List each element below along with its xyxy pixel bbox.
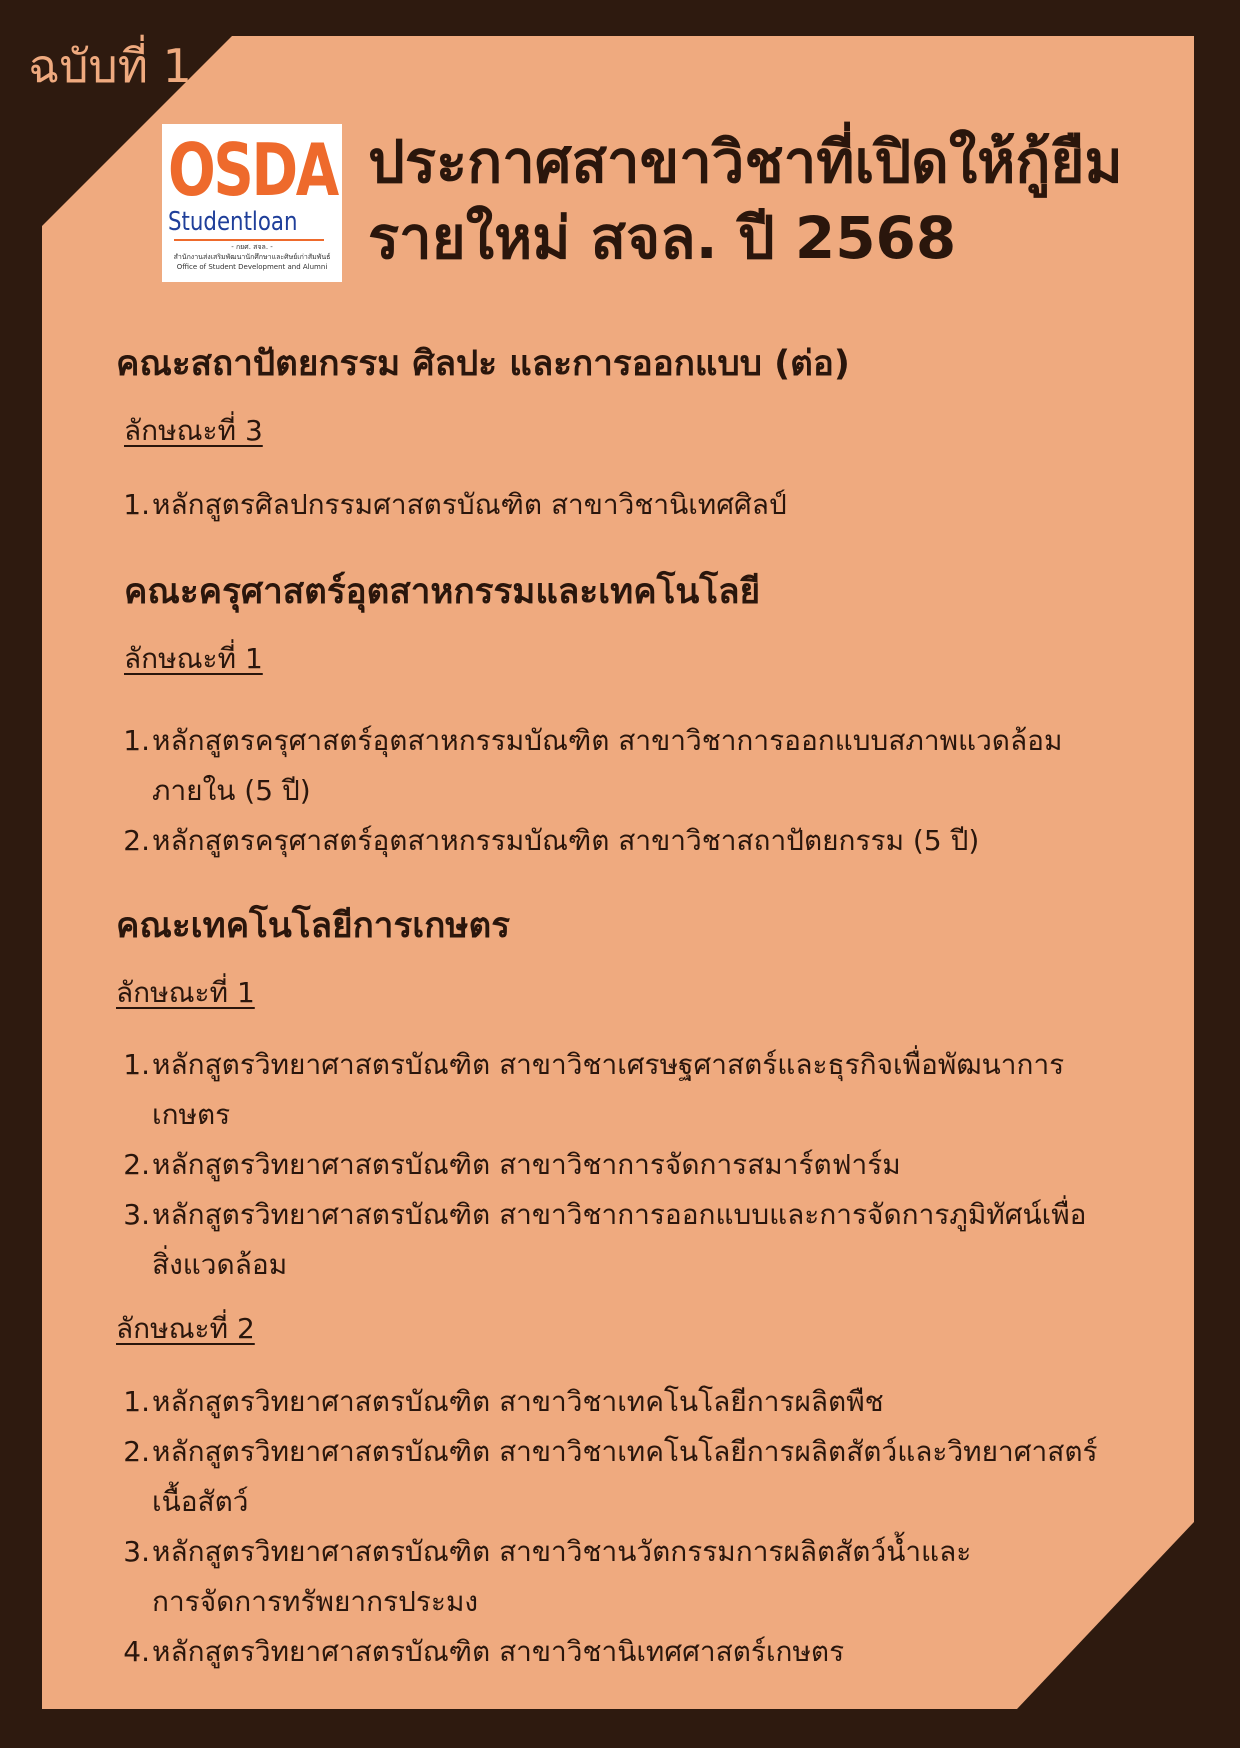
item-text-continued: สิ่งแวดล้อม [152, 1248, 288, 1281]
program-list [120, 1377, 1098, 1677]
item-text: หลักสูตรวิทยาศาสตรบัณฑิต สาขาวิชาเทคโนโลยีการผลิตสัตว์และวิทยาศาสตร์ [152, 1435, 1098, 1468]
item-text: หลักสูตรวิทยาศาสตรบัณฑิต สาขาวิชาเทคโนโลยีการผลิตพืช [152, 1385, 884, 1418]
item-number: 1. [123, 1385, 150, 1418]
list-item [120, 1140, 1087, 1190]
item-text: หลักสูตรวิทยาศาสตรบัณฑิต สาขาวิชานิเทศศาสตร์เกษตร [152, 1635, 845, 1668]
item-number: 2. [123, 824, 150, 857]
item-text: หลักสูตรวิทยาศาสตรบัณฑิต สาขาวิชาการออกแบบและการจัดการภูมิทัศน์เพื่อ [152, 1198, 1087, 1231]
item-number: 2. [123, 1435, 150, 1468]
faculty-heading: คณะครุศาสตร์อุตสาหกรรมและเทคโนโลยี [124, 572, 761, 612]
list-item [120, 1190, 1087, 1290]
item-number: 1. [123, 724, 150, 757]
level-heading: ลักษณะที่ 2 [116, 1312, 255, 1345]
level-heading: ลักษณะที่ 1 [124, 642, 263, 675]
logo-tagline-3: Office of Student Development and Alumni [176, 263, 328, 271]
osda-studentloan-logo [162, 124, 342, 282]
title-line-1: ประกาศสาขาวิชาที่เปิดให้กู้ยืม [368, 128, 1123, 196]
list-item [120, 1427, 1098, 1527]
level-heading: ลักษณะที่ 3 [124, 414, 263, 447]
list-item [120, 816, 1062, 866]
program-list [120, 480, 787, 530]
list-item [120, 716, 1062, 816]
item-number: 1. [123, 488, 150, 521]
item-text-continued: เกษตร [152, 1098, 231, 1131]
edition-label: ฉบับที่ 1 [28, 39, 192, 93]
item-text-continued: ภายใน (5 ปี) [152, 774, 311, 807]
item-text: หลักสูตรวิทยาศาสตรบัณฑิต สาขาวิชาการจัดการสมาร์ตฟาร์ม [152, 1148, 901, 1181]
faculty-heading: คณะสถาปัตยกรรม ศิลปะ และการออกแบบ (ต่อ) [116, 344, 850, 384]
item-text: หลักสูตรศิลปกรรมศาสตรบัณฑิต สาขาวิชานิเทศศิลป์ [152, 488, 787, 521]
program-list [120, 716, 1062, 866]
item-text: หลักสูตรครุศาสตร์อุตสาหกรรมบัณฑิต สาขาวิชาการออกแบบสภาพแวดล้อม [152, 724, 1063, 757]
item-number: 4. [123, 1635, 150, 1668]
program-list [120, 1040, 1087, 1290]
item-text: หลักสูตรวิทยาศาสตรบัณฑิต สาขาวิชานวัตกรรมการผลิตสัตว์น้ำและ [152, 1535, 972, 1568]
item-number: 1. [123, 1048, 150, 1081]
logo-subtitle: Studentloan [168, 207, 298, 237]
item-text: หลักสูตรครุศาสตร์อุตสาหกรรมบัณฑิต สาขาวิชาสถาปัตยกรรม (5 ปี) [152, 824, 980, 857]
faculty-heading: คณะเทคโนโลยีการเกษตร [116, 906, 511, 946]
logo-tagline-1: - กยศ. สจล. - [231, 243, 273, 251]
item-text: หลักสูตรวิทยาศาสตรบัณฑิต สาขาวิชาเศรษฐศาสตร์และธุรกิจเพื่อพัฒนาการ [152, 1048, 1065, 1081]
list-item [120, 1627, 1098, 1677]
list-item [120, 1040, 1087, 1140]
level-heading: ลักษณะที่ 1 [116, 976, 255, 1009]
list-item [120, 480, 787, 530]
list-item [120, 1527, 1098, 1627]
logo-tagline-2: สำนักงานส่งเสริมพัฒนานักศึกษาและศิษย์เก่าสัมพันธ์ [173, 253, 331, 261]
logo-divider [174, 239, 324, 241]
item-text-continued: เนื้อสัตว์ [152, 1485, 249, 1518]
title-line-2: รายใหม่ สจล. ปี 2568 [368, 204, 957, 272]
item-text-continued: การจัดการทรัพยากรประมง [152, 1585, 479, 1618]
page-title [368, 124, 1123, 276]
item-number: 2. [123, 1148, 150, 1181]
logo-wordmark: OSDA [168, 128, 337, 212]
item-number: 3. [123, 1535, 150, 1568]
list-item [120, 1377, 1098, 1427]
item-number: 3. [123, 1198, 150, 1231]
